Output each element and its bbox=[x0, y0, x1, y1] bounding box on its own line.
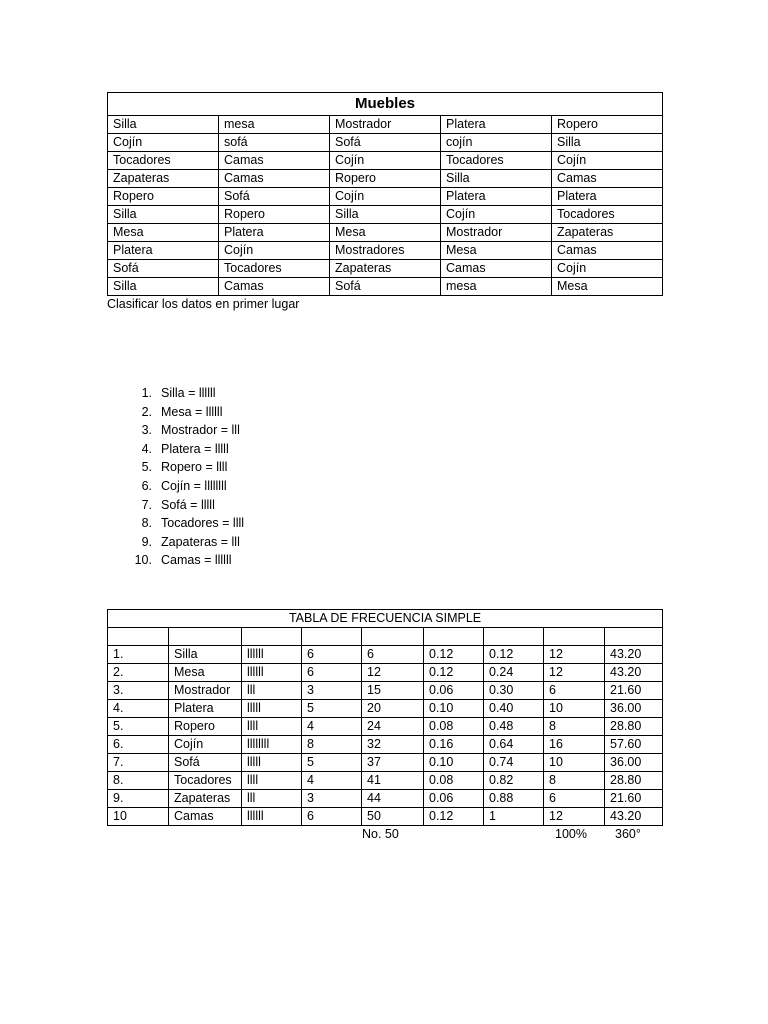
muebles-cell: Cojín bbox=[108, 134, 219, 152]
frequency-header-cell bbox=[302, 628, 362, 646]
table-cell: 0.12 bbox=[424, 664, 484, 682]
list-item bbox=[110, 440, 244, 459]
muebles-cell: Sofá bbox=[108, 260, 219, 278]
list-item-number: 8. bbox=[141, 516, 152, 531]
muebles-cell: Zapateras bbox=[108, 170, 219, 188]
table-cell: 5 bbox=[302, 754, 362, 772]
muebles-cell: Tocadores bbox=[108, 152, 219, 170]
table-cell: 5 bbox=[302, 700, 362, 718]
list-item bbox=[110, 458, 244, 477]
muebles-title: Muebles bbox=[108, 93, 663, 116]
muebles-cell: Silla bbox=[108, 116, 219, 134]
list-item-number: 2. bbox=[141, 404, 152, 419]
muebles-cell: Cojín bbox=[330, 152, 441, 170]
frequency-header-cell bbox=[544, 628, 605, 646]
muebles-row bbox=[108, 152, 663, 170]
table-cell: 3 bbox=[302, 682, 362, 700]
muebles-cell: Camas bbox=[552, 170, 663, 188]
list-item-number: 4. bbox=[141, 441, 152, 456]
table-row bbox=[108, 790, 663, 808]
table-cell: llllll bbox=[242, 664, 302, 682]
table-cell: 0.30 bbox=[484, 682, 544, 700]
frequency-table bbox=[107, 609, 663, 826]
list-item bbox=[110, 384, 244, 403]
muebles-cell: Platera bbox=[552, 188, 663, 206]
table-cell: 36.00 bbox=[605, 754, 663, 772]
total-count: No. 50 bbox=[362, 827, 399, 841]
muebles-row bbox=[108, 260, 663, 278]
list-item bbox=[110, 477, 244, 496]
table-cell: 6 bbox=[302, 664, 362, 682]
list-item-number: 6. bbox=[141, 478, 152, 493]
table-cell: Sofá bbox=[169, 754, 242, 772]
table-cell: 28.80 bbox=[605, 718, 663, 736]
table-cell: 0.16 bbox=[424, 736, 484, 754]
muebles-cell: Sofá bbox=[219, 188, 330, 206]
muebles-cell: Silla bbox=[441, 170, 552, 188]
frequency-header-cell bbox=[242, 628, 302, 646]
table-cell: 0.64 bbox=[484, 736, 544, 754]
muebles-cell: Mostrador bbox=[441, 224, 552, 242]
classify-note: Clasificar los datos en primer lugar bbox=[107, 297, 300, 311]
table-row bbox=[108, 808, 663, 826]
table-cell: Mesa bbox=[169, 664, 242, 682]
table-cell: llllllll bbox=[242, 736, 302, 754]
muebles-row bbox=[108, 170, 663, 188]
table-cell: Mostrador bbox=[169, 682, 242, 700]
muebles-cell: Tocadores bbox=[219, 260, 330, 278]
list-item-number: 1. bbox=[141, 386, 152, 400]
table-cell: 43.20 bbox=[605, 808, 663, 826]
muebles-body bbox=[108, 116, 663, 296]
table-cell: 4. bbox=[108, 700, 169, 718]
muebles-cell: Camas bbox=[219, 170, 330, 188]
muebles-row bbox=[108, 206, 663, 224]
table-cell: 0.48 bbox=[484, 718, 544, 736]
table-row bbox=[108, 736, 663, 754]
table-cell: 10 bbox=[108, 808, 169, 826]
list-item bbox=[110, 533, 244, 552]
total-percent: 100% bbox=[555, 827, 587, 841]
table-cell: 8 bbox=[544, 718, 605, 736]
table-cell: 8 bbox=[302, 736, 362, 754]
muebles-cell: Cojín bbox=[330, 188, 441, 206]
muebles-cell: Mostrador bbox=[330, 116, 441, 134]
table-cell: 24 bbox=[362, 718, 424, 736]
table-cell: 12 bbox=[544, 808, 605, 826]
table-row bbox=[108, 772, 663, 790]
table-cell: 12 bbox=[544, 646, 605, 664]
muebles-row bbox=[108, 188, 663, 206]
table-cell: 43.20 bbox=[605, 646, 663, 664]
list-item-number: 10. bbox=[134, 553, 152, 568]
muebles-cell: Ropero bbox=[330, 170, 441, 188]
table-cell: 4 bbox=[302, 772, 362, 790]
table-cell: 0.08 bbox=[424, 718, 484, 736]
list-item-text: Ropero = llll bbox=[161, 460, 228, 475]
table-cell: 0.06 bbox=[424, 682, 484, 700]
muebles-cell: Sofá bbox=[330, 134, 441, 152]
table-cell: 6 bbox=[302, 808, 362, 826]
muebles-cell: Ropero bbox=[219, 206, 330, 224]
table-cell: Silla bbox=[169, 646, 242, 664]
table-cell: 6. bbox=[108, 736, 169, 754]
table-cell: 50 bbox=[362, 808, 424, 826]
muebles-cell: mesa bbox=[219, 116, 330, 134]
list-item bbox=[110, 403, 244, 422]
table-row bbox=[108, 646, 663, 664]
table-cell: llll bbox=[242, 718, 302, 736]
muebles-cell: Zapateras bbox=[552, 224, 663, 242]
table-cell: 0.12 bbox=[424, 646, 484, 664]
muebles-cell: Camas bbox=[441, 260, 552, 278]
muebles-cell: Camas bbox=[552, 242, 663, 260]
table-cell: 41 bbox=[362, 772, 424, 790]
frequency-header-cell bbox=[484, 628, 544, 646]
table-cell: 8 bbox=[544, 772, 605, 790]
table-cell: 44 bbox=[362, 790, 424, 808]
table-cell: 3. bbox=[108, 682, 169, 700]
table-cell: Platera bbox=[169, 700, 242, 718]
table-row bbox=[108, 682, 663, 700]
list-item bbox=[110, 496, 244, 515]
table-cell: 10 bbox=[544, 700, 605, 718]
frequency-title-row bbox=[108, 610, 663, 628]
frequency-header-cell bbox=[605, 628, 663, 646]
table-cell: 0.74 bbox=[484, 754, 544, 772]
muebles-cell: Platera bbox=[441, 116, 552, 134]
table-cell: 1 bbox=[484, 808, 544, 826]
muebles-cell: Cojín bbox=[552, 152, 663, 170]
table-cell: 12 bbox=[362, 664, 424, 682]
table-cell: 9. bbox=[108, 790, 169, 808]
list-item-number: 5. bbox=[141, 460, 152, 475]
table-cell: llllll bbox=[242, 808, 302, 826]
muebles-cell: Camas bbox=[219, 152, 330, 170]
table-cell: 0.08 bbox=[424, 772, 484, 790]
table-cell: 0.24 bbox=[484, 664, 544, 682]
muebles-cell: Silla bbox=[330, 206, 441, 224]
table-cell: 0.10 bbox=[424, 754, 484, 772]
table-row bbox=[108, 664, 663, 682]
list-item-text: Platera = lllll bbox=[161, 441, 229, 456]
muebles-cell: Platera bbox=[219, 224, 330, 242]
list-item bbox=[110, 551, 244, 570]
muebles-cell: Cojín bbox=[219, 242, 330, 260]
table-cell: Camas bbox=[169, 808, 242, 826]
frequency-header-cell bbox=[108, 628, 169, 646]
frequency-title: TABLA DE FRECUENCIA SIMPLE bbox=[108, 610, 663, 628]
muebles-cell: Tocadores bbox=[441, 152, 552, 170]
table-cell: 32 bbox=[362, 736, 424, 754]
table-row bbox=[108, 754, 663, 772]
muebles-cell: Sofá bbox=[330, 278, 441, 296]
muebles-cell: sofá bbox=[219, 134, 330, 152]
frequency-header-cell bbox=[169, 628, 242, 646]
muebles-cell: Silla bbox=[108, 206, 219, 224]
table-row bbox=[108, 700, 663, 718]
table-cell: Zapateras bbox=[169, 790, 242, 808]
muebles-cell: Platera bbox=[108, 242, 219, 260]
table-cell: 15 bbox=[362, 682, 424, 700]
table-cell: 43.20 bbox=[605, 664, 663, 682]
frequency-header-cell bbox=[424, 628, 484, 646]
muebles-cell: Mesa bbox=[441, 242, 552, 260]
frequency-footer bbox=[107, 827, 662, 845]
list-item-text: Silla = llllll bbox=[161, 386, 216, 400]
muebles-title-row bbox=[108, 93, 663, 116]
table-cell: lllll bbox=[242, 754, 302, 772]
table-cell: 36.00 bbox=[605, 700, 663, 718]
table-cell: 8. bbox=[108, 772, 169, 790]
muebles-row bbox=[108, 278, 663, 296]
muebles-cell: cojín bbox=[441, 134, 552, 152]
table-cell: 21.60 bbox=[605, 790, 663, 808]
frequency-header-cell bbox=[362, 628, 424, 646]
frequency-header-row bbox=[108, 628, 663, 646]
table-cell: 3 bbox=[302, 790, 362, 808]
table-cell: lll bbox=[242, 682, 302, 700]
tally-list bbox=[110, 384, 244, 570]
muebles-cell: Zapateras bbox=[330, 260, 441, 278]
table-cell: 0.82 bbox=[484, 772, 544, 790]
muebles-cell: Ropero bbox=[108, 188, 219, 206]
table-cell: 0.12 bbox=[424, 808, 484, 826]
list-item-text: Tocadores = llll bbox=[161, 516, 245, 531]
muebles-cell: Silla bbox=[552, 134, 663, 152]
list-item-text: Cojín = llllllll bbox=[161, 478, 227, 493]
table-cell: 0.12 bbox=[484, 646, 544, 664]
list-item bbox=[110, 514, 244, 533]
list-item-text: Sofá = lllll bbox=[161, 497, 215, 512]
table-cell: 12 bbox=[544, 664, 605, 682]
muebles-cell: Platera bbox=[441, 188, 552, 206]
table-cell: 6 bbox=[544, 682, 605, 700]
table-cell: 4 bbox=[302, 718, 362, 736]
list-item-number: 3. bbox=[141, 423, 152, 438]
muebles-cell: Cojín bbox=[552, 260, 663, 278]
list-item-text: Mostrador = lll bbox=[161, 423, 240, 438]
table-cell: lllll bbox=[242, 700, 302, 718]
frequency-body bbox=[108, 646, 663, 826]
list-item-text: Zapateras = lll bbox=[161, 534, 240, 549]
muebles-cell: Mostradores bbox=[330, 242, 441, 260]
muebles-table bbox=[107, 92, 663, 296]
list-item-text: Mesa = llllll bbox=[161, 404, 223, 419]
table-cell: 16 bbox=[544, 736, 605, 754]
table-cell: 1. bbox=[108, 646, 169, 664]
table-cell: 10 bbox=[544, 754, 605, 772]
table-cell: 57.60 bbox=[605, 736, 663, 754]
muebles-cell: Tocadores bbox=[552, 206, 663, 224]
table-cell: 7. bbox=[108, 754, 169, 772]
total-degrees: 360° bbox=[615, 827, 641, 841]
table-cell: 6 bbox=[544, 790, 605, 808]
muebles-row bbox=[108, 116, 663, 134]
table-cell: 0.10 bbox=[424, 700, 484, 718]
table-row bbox=[108, 718, 663, 736]
muebles-cell: Ropero bbox=[552, 116, 663, 134]
muebles-cell: Silla bbox=[108, 278, 219, 296]
table-cell: Tocadores bbox=[169, 772, 242, 790]
list-item bbox=[110, 421, 244, 440]
table-cell: 6 bbox=[362, 646, 424, 664]
list-item-number: 9. bbox=[141, 534, 152, 549]
table-cell: Ropero bbox=[169, 718, 242, 736]
table-cell: 20 bbox=[362, 700, 424, 718]
table-cell: 2. bbox=[108, 664, 169, 682]
muebles-cell: Cojín bbox=[441, 206, 552, 224]
list-item-number: 7. bbox=[141, 497, 152, 512]
table-cell: 0.06 bbox=[424, 790, 484, 808]
muebles-cell: Mesa bbox=[552, 278, 663, 296]
list-item-text: Camas = llllll bbox=[161, 553, 232, 568]
muebles-row bbox=[108, 242, 663, 260]
table-cell: 28.80 bbox=[605, 772, 663, 790]
muebles-cell: Camas bbox=[219, 278, 330, 296]
table-cell: 0.40 bbox=[484, 700, 544, 718]
table-cell: 21.60 bbox=[605, 682, 663, 700]
table-cell: Cojín bbox=[169, 736, 242, 754]
muebles-cell: Mesa bbox=[330, 224, 441, 242]
muebles-cell: Mesa bbox=[108, 224, 219, 242]
table-cell: 0.88 bbox=[484, 790, 544, 808]
table-cell: 5. bbox=[108, 718, 169, 736]
muebles-row bbox=[108, 134, 663, 152]
muebles-row bbox=[108, 224, 663, 242]
table-cell: 37 bbox=[362, 754, 424, 772]
table-cell: lll bbox=[242, 790, 302, 808]
table-cell: llllll bbox=[242, 646, 302, 664]
muebles-cell: mesa bbox=[441, 278, 552, 296]
table-cell: 6 bbox=[302, 646, 362, 664]
table-cell: llll bbox=[242, 772, 302, 790]
